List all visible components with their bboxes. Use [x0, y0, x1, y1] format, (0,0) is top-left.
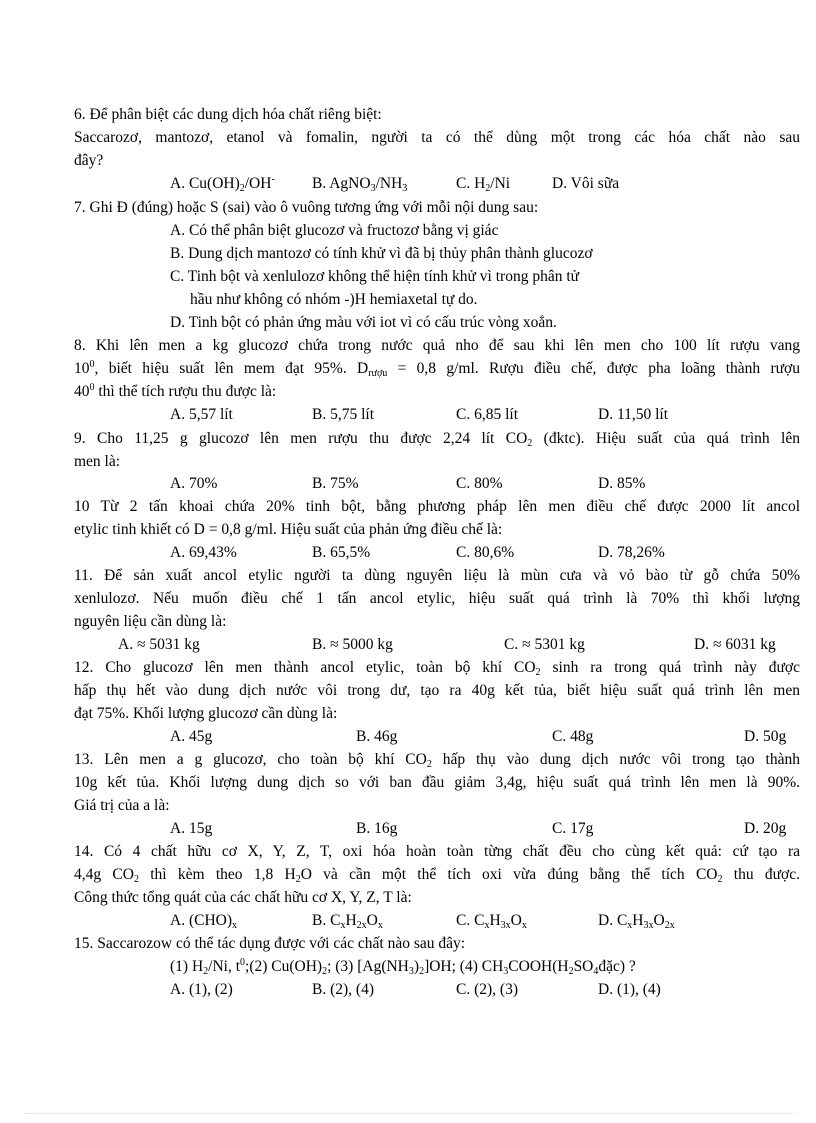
q6-stem — [74, 103, 800, 126]
q14-line3: Công thức tổng quát của các chất hữu cơ X, Y, Z, T là: — [74, 889, 412, 906]
subscript: x — [627, 920, 633, 931]
text-fragment: H — [345, 912, 357, 929]
q9-line2: men là: — [74, 453, 121, 470]
q6-line3: đây? — [74, 152, 104, 169]
q8-option-d: D. 11,50 lít — [598, 406, 669, 423]
q14-option-a — [170, 909, 237, 932]
q7-stem: 7. Ghi Đ (đúng) hoặc S (sai) vào ô vuông tương ứng với mỗi nội dung sau: — [74, 199, 539, 216]
text-fragment: thì kèm theo 1,8 H — [138, 866, 296, 883]
subscript: rượu — [368, 368, 388, 379]
q8-options — [170, 403, 800, 426]
text-fragment: ) — [413, 958, 420, 975]
q11-option-a: A. ≈ 5031 kg — [118, 636, 200, 653]
q12-option-b: B. 46g — [356, 728, 398, 745]
q8-option-a: A. 5,57 lít — [170, 406, 233, 423]
text-fragment: ]OH; (4) CH — [424, 958, 504, 975]
text-fragment: A. (CHO) — [170, 912, 232, 929]
subscript: 3 — [402, 183, 408, 194]
text-fragment: C. H — [456, 175, 486, 192]
text-fragment: A. Cu(OH) — [170, 175, 240, 192]
q7-statement-c: C. Tinh bột và xenlulozơ không thể hiện tính khử vì trong phân tử — [170, 268, 580, 285]
q15-substances — [170, 955, 800, 978]
q9-option-d: D. 85% — [598, 475, 646, 492]
text-fragment: COOH(H — [508, 958, 569, 975]
q9-option-c: C. 80% — [456, 475, 503, 492]
q13-options — [170, 817, 800, 840]
q12-option-c: C. 48g — [552, 728, 594, 745]
subscript: 2x — [664, 920, 675, 931]
q10-option-a: A. 69,43% — [170, 544, 237, 561]
text-fragment: B. C — [312, 912, 341, 929]
q13-line2: 10g kết tủa. Khối lượng dung dịch so với ban đầu giảm 3,4g, hiệu suất quá trình lên men là 90%. — [74, 774, 800, 791]
subscript: 2 — [239, 183, 245, 194]
q11-option-d: D. ≈ 6031 kg — [694, 636, 776, 653]
text-fragment: ;(2) Cu(OH) — [245, 958, 323, 975]
subscript: 3x — [500, 920, 511, 931]
text-fragment: thì thể tích rượu thu được là: — [94, 383, 277, 400]
q10-option-c: C. 80,6% — [456, 544, 515, 561]
text-fragment: /NH — [375, 175, 403, 192]
q8-option-b: B. 5,75 lít — [312, 406, 375, 423]
text-fragment: , biết hiệu suất lên mem đạt 95%. D — [94, 360, 369, 377]
q8-line2 — [74, 357, 800, 380]
text-fragment: sinh ra trong quá trình này được — [540, 659, 800, 676]
text-fragment: (đktc). Hiệu suất của quá trình lên — [532, 430, 800, 447]
q6-option-b — [312, 172, 407, 195]
text-fragment: B. AgNO — [312, 175, 371, 192]
text-fragment: O và cần một thể tích oxi vừa đúng bằng thể tích CO — [300, 866, 718, 883]
subscript: 2 — [535, 667, 541, 678]
subscript: 2 — [322, 966, 328, 977]
subscript: 2 — [419, 966, 425, 977]
q7-statement-c-cont: hầu như không có nhóm -)H hemiaxetal tự do. — [190, 291, 478, 308]
superscript: - — [271, 174, 275, 185]
q6-option-a — [170, 172, 275, 195]
subscript: 2 — [717, 874, 723, 885]
q6-option-d: D. Vôi sữa — [552, 175, 620, 192]
text-fragment: O — [366, 912, 378, 929]
q12-option-a: A. 45g — [170, 728, 213, 745]
subscript: x — [232, 920, 237, 931]
q15-options — [170, 978, 800, 1001]
q14-option-b — [312, 909, 383, 932]
text-fragment: 12. Cho glucozơ lên men thành ancol etylic, toàn bộ khí CO — [74, 659, 536, 676]
text-fragment: = 0,8 g/ml. Rượu điều chế, được pha loãng thành rượu — [387, 360, 800, 377]
page-bottom-divider — [24, 1113, 794, 1115]
subscript: 3 — [370, 183, 376, 194]
q14-line2 — [74, 863, 800, 886]
q10-line2: etylic tinh khiết có D = 0,8 g/ml. Hiệu suất của phản ứng điều chế là: — [74, 521, 503, 538]
subscript: 2 — [133, 874, 139, 885]
q13-option-c: C. 17g — [552, 820, 594, 837]
q11-line3: nguyên liệu cần dùng là: — [74, 613, 227, 630]
q15-option-c: C. (2), (3) — [456, 981, 518, 998]
text-fragment: 4,4g CO — [74, 866, 134, 883]
subscript: 2 — [485, 183, 491, 194]
superscript: 0 — [89, 382, 95, 393]
subscript: 2x — [356, 920, 367, 931]
q14-option-d — [598, 909, 675, 932]
text-fragment: (1) H — [170, 958, 204, 975]
subscript: 2 — [527, 438, 533, 449]
q8-line3 — [74, 380, 800, 403]
q12-option-d: D. 50g — [744, 728, 787, 745]
q14-option-c — [456, 909, 527, 932]
q13-option-b: B. 16g — [356, 820, 398, 837]
q10-option-b: B. 65,5% — [312, 544, 371, 561]
q10-option-d: D. 78,26% — [598, 544, 665, 561]
q6-option-c — [456, 172, 510, 195]
text-fragment: SO — [573, 958, 594, 975]
subscript: x — [484, 920, 490, 931]
q11-line1: 11. Để sản xuất ancol etylic người ta dùng nguyên liệu là mùn cưa và vỏ bào từ gỗ chứa 50% — [74, 567, 800, 584]
q14-line1: 14. Có 4 chất hữu cơ X, Y, Z, T, oxi hóa hoàn toàn từng chất đều cho cùng kết quả: cứ tạo ra — [74, 843, 800, 860]
q15-option-a: A. (1), (2) — [170, 981, 233, 998]
text-fragment: 9. Cho 11,25 g glucozơ lên men rượu thu được 2,24 lít CO — [74, 430, 528, 447]
q9-option-a: A. 70% — [170, 475, 218, 492]
subscript: 2 — [295, 874, 301, 885]
q9-line1 — [74, 427, 800, 450]
q14-options — [170, 909, 800, 932]
q10-options — [170, 541, 800, 564]
q6-options — [170, 172, 800, 195]
text-fragment: thu được. — [722, 866, 800, 883]
text-fragment: H — [489, 912, 501, 929]
q12-options — [170, 725, 800, 748]
q7-statement-b: B. Dung dịch mantozơ có tính khử vì đã bị thủy phân thành glucozơ — [170, 245, 593, 262]
q11-line2: xenlulozơ. Nếu muốn điều chế 1 tấn ancol etylic, hiệu suất quá trình là 70% thì khối lượng — [74, 590, 800, 607]
q10-line1: 10 Từ 2 tấn khoai chứa 20% tinh bột, bằng phương pháp lên men điều chế được 2000 lít ancol — [74, 498, 800, 515]
subscript: 4 — [593, 966, 599, 977]
text-fragment: /Ni, t — [208, 958, 241, 975]
q13-option-a: A. 15g — [170, 820, 213, 837]
q12-line3: đạt 75%. Khối lượng glucozơ cần dùng là: — [74, 705, 338, 722]
subscript: x — [521, 920, 527, 931]
text-fragment: H — [632, 912, 644, 929]
q15-option-b: B. (2), (4) — [312, 981, 374, 998]
text-fragment: /OH — [244, 175, 272, 192]
q11-option-b: B. ≈ 5000 kg — [312, 636, 393, 653]
text-fragment: C. C — [456, 912, 485, 929]
q7-statement-d: D. Tinh bột có phản ứng màu với iot vì có cấu trúc vòng xoắn. — [170, 314, 557, 331]
q9-option-b: B. 75% — [312, 475, 359, 492]
q11-option-c: C. ≈ 5301 kg — [504, 636, 585, 653]
q15-line1: 15. Saccarozow có thể tác dụng được với các chất nào sau đây: — [74, 935, 466, 952]
text-fragment: đặc) ? — [598, 958, 636, 975]
q15-option-d: D. (1), (4) — [598, 981, 661, 998]
text-fragment: ; (3) [Ag(NH — [327, 958, 409, 975]
text-fragment: D. C — [598, 912, 628, 929]
subscript: 2 — [426, 759, 432, 770]
subscript: 2 — [203, 966, 209, 977]
text-fragment: hấp thụ vào dung dịch nước vôi trong tạo thành — [431, 751, 800, 768]
superscript: 0 — [89, 359, 95, 370]
subscript: 3x — [643, 920, 654, 931]
subscript: 3 — [408, 966, 414, 977]
subscript: x — [340, 920, 346, 931]
subscript: x — [377, 920, 383, 931]
subscript: 2 — [568, 966, 574, 977]
q8-line1: 8. Khi lên men a kg glucozơ chứa trong nước quả nho để sau khi lên men cho 100 lít rượu vang — [74, 337, 800, 354]
q12-line2: hấp thụ hết vào dung dịch nước vôi trong dư, tạo ra 40g kết tủa, biết hiệu suất quá trình lên men — [74, 682, 800, 699]
q11-options — [118, 633, 800, 656]
q13-line3: Giá trị của a là: — [74, 797, 170, 814]
q7-statement-a: A. Có thể phân biệt glucozơ và fructozơ bằng vị giác — [170, 222, 499, 239]
text-fragment: 13. Lên men a g glucozơ, cho toàn bộ khí CO — [74, 751, 427, 768]
text-fragment: O — [653, 912, 665, 929]
q12-line1 — [74, 656, 800, 679]
subscript: 3 — [503, 966, 509, 977]
text-fragment: /Ni — [490, 175, 511, 192]
q8-option-c: C. 6,85 lít — [456, 406, 519, 423]
text-fragment: 10 — [74, 360, 90, 377]
q13-option-d: D. 20g — [744, 820, 787, 837]
q6-line2: Saccarozơ, mantozơ, etanol và fomalin, người ta có thể dùng một trong các hóa chất nào sau — [74, 129, 800, 146]
text-fragment: 40 — [74, 383, 90, 400]
q6-line1: 6. Để phân biệt các dung dịch hóa chất riêng biệt: — [74, 106, 382, 123]
text-fragment: O — [510, 912, 522, 929]
q9-options — [170, 472, 800, 495]
superscript: 0 — [240, 957, 246, 968]
q13-line1 — [74, 748, 800, 771]
